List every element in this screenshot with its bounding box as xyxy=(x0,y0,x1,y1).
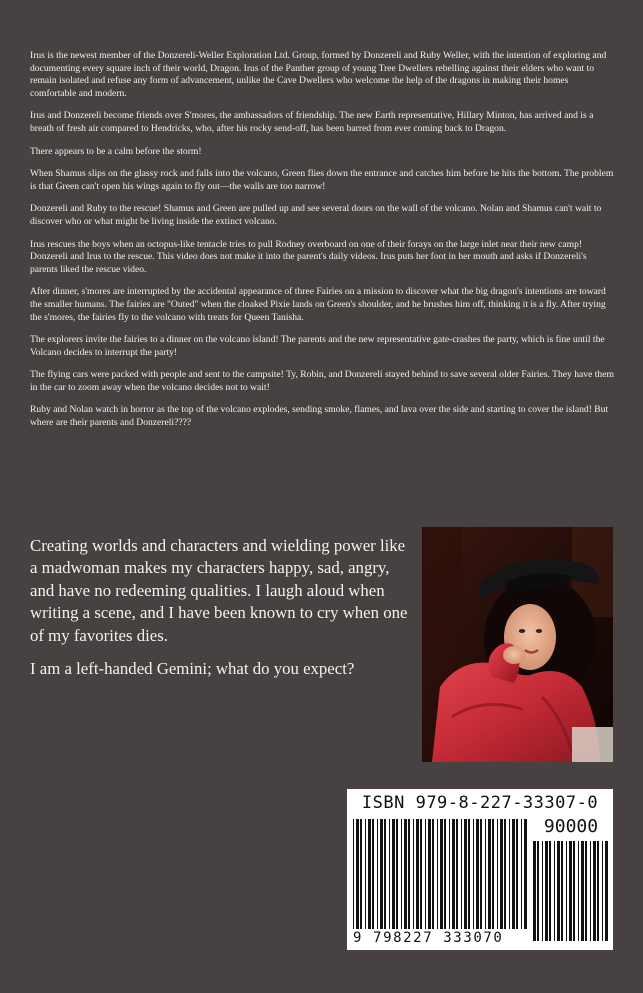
isbn-barcode xyxy=(347,789,613,950)
blurb-paragraph: Donzereli and Ruby to the rescue! Shamus and Green are pulled up and see several doors on the wall of the volcano. Nolan and Shamus can't wait to discover who or what might be living inside the extinct volcano. xyxy=(30,203,602,227)
barcode-bars-icon xyxy=(347,789,613,950)
blurb-paragraph: The flying cars were packed with people and sent to the campsite! Ty, Robin, and Donzereli stayed behind to save several older Fairies. They have them in the car to zoom away when the volcano decides not to wait! xyxy=(30,369,614,393)
blurb-paragraph: Ruby and Nolan watch in horror as the top of the volcano explodes, sending smoke, flames, and lava over the side and starting to cover the island! But where are their parents and Donzereli???? xyxy=(30,404,609,429)
isbn-label: ISBN 979-8-227-33307-0 xyxy=(361,793,599,813)
blurb-paragraph: After dinner, s'mores are interrupted by the accidental appearance of three Fairies on a mission to discover what the big dragon's intentions are toward the smaller humans. The fairies are "Outed" when the cloaked Pixie lands on Green's shoulder, and he brushes him off, thinking it is a fly. After trying the s'mores, the fairies fly to the volcano with treats for Queen Tanisha. xyxy=(30,286,606,323)
author-portrait-icon xyxy=(422,527,613,762)
blurb-paragraph: Irus is the newest member of the Donzereli-Weller Exploration Ltd. Group, formed by Donzereli and Ruby Weller, with the intention of exploring and documenting every square inch of their world, Dragon. Irus of the Panther group of young Tree Dwellers rebelling against their elders who want to remain isolated and refuse any form of advancement, unlike the Cave Dwellers who welcome the help of the dragons in making their homes comfortable and modern. xyxy=(30,50,607,99)
blurb-paragraph: Irus and Donzereli become friends over S'mores, the ambassadors of friendship. The new Earth representative, Hillary Minton, has arrived and is a breath of fresh air compared to Hendricks, who, after his rocky send-off, has been barred from ever coming back to Dragon. xyxy=(30,110,594,134)
back-cover-blurb xyxy=(30,50,615,440)
blurb-paragraph: Irus rescues the boys when an octopus-like tentacle tries to pull Rodney overboard on one of their forays on the large inlet near their new camp! Donzereli and Irus to the rescue. This video does not make it into the parent's daily videos. Irus puts her foot in her mouth and asks if Donzereli's parents liked the rescue video. xyxy=(30,238,587,275)
author-photo xyxy=(422,527,613,762)
blurb-paragraph: There appears to be a calm before the storm! xyxy=(30,145,202,157)
blurb-paragraph: The explorers invite the fairies to a dinner on the volcano island! The parents and the new representative gate-crashes the party, which is fine until the Volcano decides to interrupt the party! xyxy=(30,334,605,358)
barcode-digits: 9 798227 333070 xyxy=(353,930,504,946)
blurb-paragraph: When Shamus slips on the glassy rock and falls into the volcano, Green flies down the entrance and catches him before he hits the bottom. The problem is that Green can't open his wings again to fly out—the walls are too narrow! xyxy=(30,168,614,192)
author-bio xyxy=(30,535,410,691)
bio-paragraph: Creating worlds and characters and wielding power like a madwoman makes my characters happy, sad, angry, and have no redeeming qualities. I laugh aloud when writing a scene, and I have been known to cry when one of my favorites dies. xyxy=(30,536,408,645)
price-code: 90000 xyxy=(543,816,599,837)
bio-paragraph: I am a left-handed Gemini; what do you expect? xyxy=(30,659,355,679)
